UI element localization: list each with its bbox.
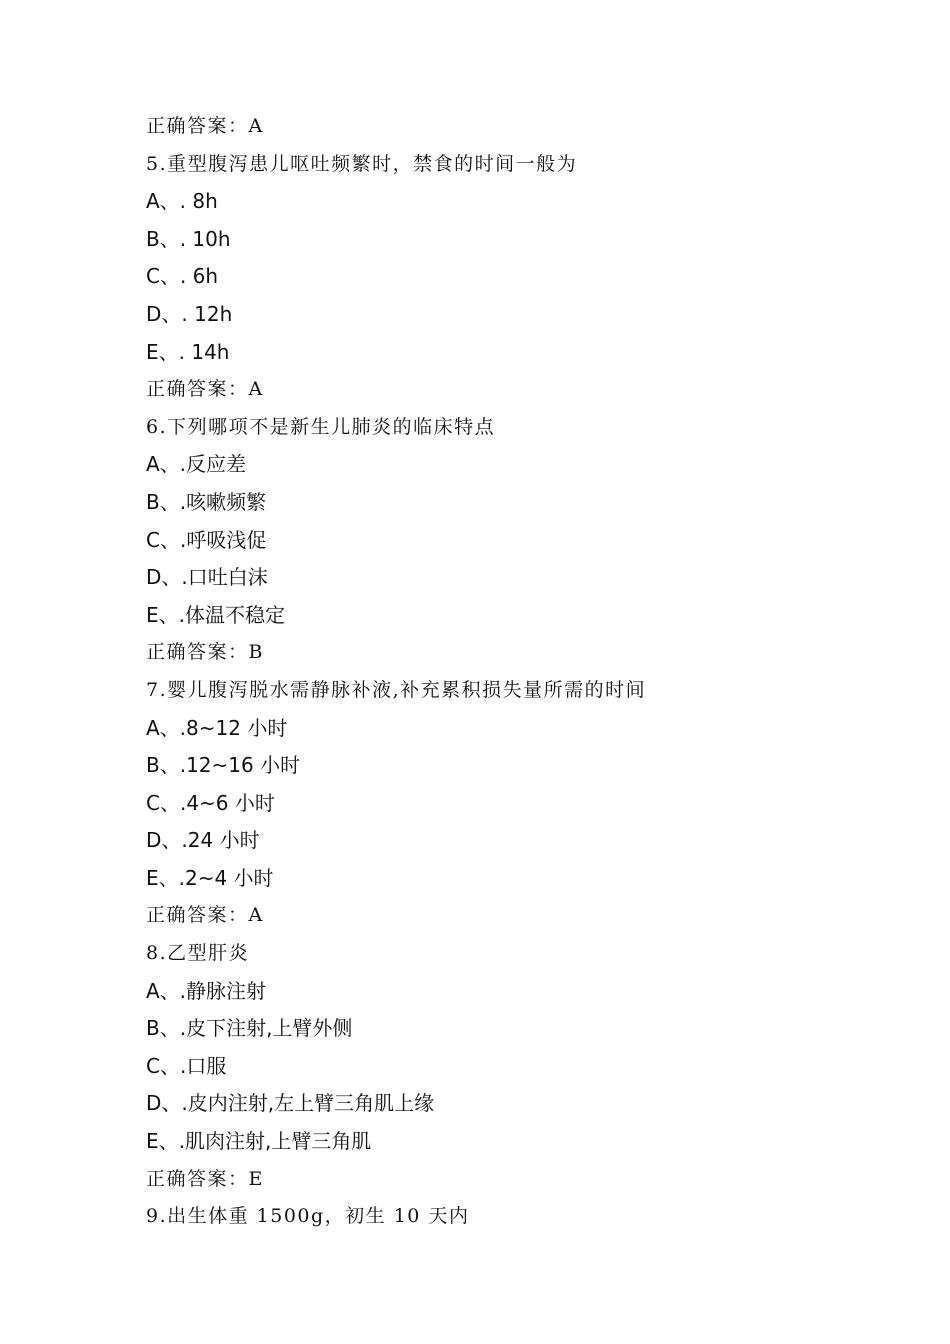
option-text: B、.皮下注射,上臂外侧 <box>146 1016 353 1041</box>
option-text: E、.肌肉注射,上臂三角肌 <box>146 1129 372 1154</box>
correct-answer-text: 正确答案：E <box>146 1167 264 1190</box>
quiz-content <box>146 108 906 1236</box>
correct-answer-text: 正确答案：A <box>146 378 264 401</box>
option-text: D、.皮内注射,左上臂三角肌上缘 <box>146 1091 435 1116</box>
question-text: 9.出生体重 1500g，初生 10 天内 <box>146 1205 470 1228</box>
option-text: E、. 14h <box>146 339 230 364</box>
option-text: A、. 8h <box>146 189 218 214</box>
option-text: C、.4~6 小时 <box>146 790 275 815</box>
option-text: C、. 6h <box>146 264 219 289</box>
option-text: E、.2~4 小时 <box>146 865 274 890</box>
option-text: A、.反应差 <box>146 452 247 477</box>
option-text: B、.12~16 小时 <box>146 753 301 778</box>
option-text: D、.口吐白沫 <box>146 565 268 590</box>
option-text: C、.口服 <box>146 1053 227 1078</box>
option-text: D、. 12h <box>146 301 233 326</box>
option-text: B、.咳嗽频繁 <box>146 489 267 514</box>
correct-answer-text: 正确答案：A <box>146 904 264 927</box>
correct-answer-text: 正确答案：A <box>146 115 264 137</box>
option-text: C、.呼吸浅促 <box>146 527 267 552</box>
question-text: 6.下列哪项不是新生儿肺炎的临床特点 <box>146 415 496 438</box>
option-text: A、.8~12 小时 <box>146 715 288 740</box>
option-text: B、. 10h <box>146 226 231 251</box>
question-text: 8.乙型肝炎 <box>146 942 250 965</box>
question-text: 5.重型腹泻患儿呕吐频繁时，禁食的时间一般为 <box>146 152 578 175</box>
correct-answer-text: 正确答案：B <box>146 641 264 664</box>
option-text: D、.24 小时 <box>146 828 260 853</box>
option-text: A、.静脉注射 <box>146 978 267 1003</box>
question-text: 7.婴儿腹泻脱水需静脉补液,补充累积损失量所需的时间 <box>146 678 647 701</box>
option-text: E、.体温不稳定 <box>146 602 285 627</box>
